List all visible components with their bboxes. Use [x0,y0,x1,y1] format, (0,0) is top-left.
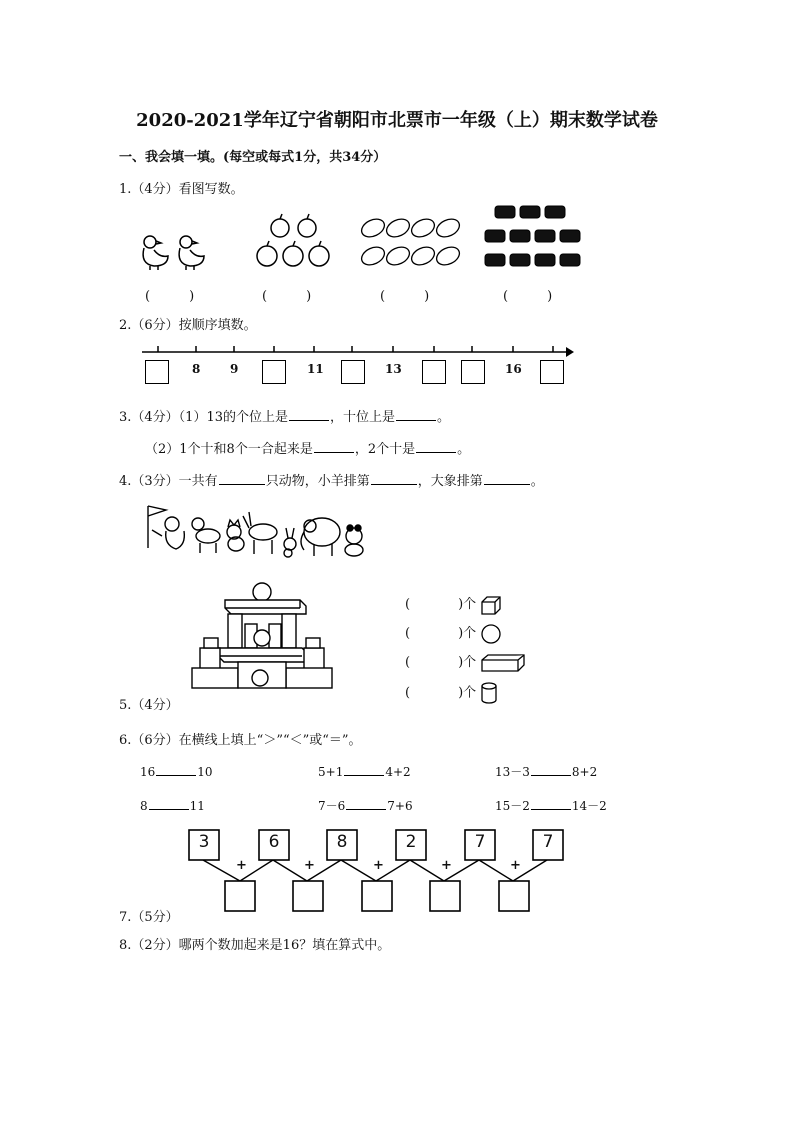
question-7-text: 7.（5分） [119,910,179,925]
panda-icon [345,525,363,556]
duck-icon [179,236,204,270]
answer-line[interactable] [396,408,436,421]
answer-line[interactable] [314,440,354,453]
q1-pictures [130,198,600,278]
number-box: 7 [474,832,486,852]
comparison-item: 13－3 8+2 [495,765,598,779]
question-5-text: 5.（4分） [119,698,179,713]
leaf-icon [359,216,463,269]
number-box: 6 [268,832,280,852]
number-label: 8 [192,362,201,376]
shape-count-row: ( )个 [405,622,502,645]
shape-count-row: ( )个 [405,651,526,673]
animal-parade-illustration [138,498,370,564]
plus-sign: + [441,858,452,873]
monkey-icon [152,517,184,549]
number-box: 8 [336,832,348,852]
number-label: 9 [230,362,239,376]
comparison-item: 16 10 [140,765,213,779]
number-line [138,344,578,358]
answer-blank[interactable]: ( ) [145,289,195,304]
apple-icon [257,214,329,266]
comparison-item: 8 11 [140,799,205,813]
question-3-line-1: 3.（4分）（1）13的个位上是 ，十位上是 。 [119,410,451,425]
shape-count-row: ( )个 [405,681,498,705]
answer-line[interactable] [346,797,386,810]
question-3-line-2: （2）1个十和8个一合起来是 ，2个十是 。 [145,442,471,457]
answer-line[interactable] [371,472,417,485]
answer-line[interactable] [484,472,530,485]
answer-box[interactable] [262,360,286,384]
answer-box[interactable] [461,360,485,384]
plus-sign: + [510,858,521,873]
number-label: 11 [307,362,324,376]
cube-icon [480,595,502,615]
plus-sign: + [236,858,247,873]
answer-line[interactable] [289,408,329,421]
answer-blank[interactable]: ( ) [380,289,430,304]
answer-box[interactable] [540,360,564,384]
question-6-text: 6.（6分）在横线上填上“＞”“＜”或“＝”。 [119,733,362,748]
question-4-text: 4.（3分）一共有 只动物，小羊排第 ，大象排第 。 [119,474,544,489]
number-box: 7 [542,832,554,852]
muffin-icon [485,206,580,266]
elephant-icon [301,518,340,556]
duck-icon [143,236,168,270]
page-title: 2020-2021学年辽宁省朝阳市北票市一年级（上）期末数学试卷 [136,110,658,131]
dog-icon [192,518,220,553]
answer-blank[interactable]: ( ) [503,289,553,304]
rabbit-icon [284,528,296,557]
answer-box[interactable] [341,360,365,384]
plus-sign: + [304,858,315,873]
answer-line[interactable] [531,797,571,810]
goat-icon [243,512,277,554]
shape-count-row: ( )个 [405,593,502,615]
section-heading: 一、我会填一填。(每空或每式1分，共34分） [119,150,387,165]
answer-line[interactable] [531,763,571,776]
sphere-icon [480,623,502,645]
number-box: 2 [405,832,417,852]
cuboid-icon [480,653,526,673]
number-label: 13 [385,362,402,376]
cat-icon [227,520,244,551]
answer-line[interactable] [344,763,384,776]
plus-sign: + [373,858,384,873]
answer-line[interactable] [149,797,189,810]
comparison-item: 15－2 14－2 [495,799,607,813]
comparison-item: 5+1 4+2 [318,765,411,779]
answer-line[interactable] [416,440,456,453]
question-8-text: 8.（2分）哪两个数加起来是16？填在算式中。 [119,938,391,953]
comparison-item: 7－6 7+6 [318,799,413,813]
answer-box[interactable] [145,360,169,384]
cylinder-icon [480,681,498,705]
answer-box[interactable] [422,360,446,384]
number-box: 3 [198,832,210,852]
building-blocks-illustration [190,578,335,696]
answer-blank[interactable]: ( ) [262,289,312,304]
answer-line[interactable] [219,472,265,485]
number-label: 16 [505,362,522,376]
question-2-text: 2.（6分）按顺序填数。 [119,318,257,333]
answer-line[interactable] [156,763,196,776]
question-1-text: 1.（4分）看图写数。 [119,182,244,197]
